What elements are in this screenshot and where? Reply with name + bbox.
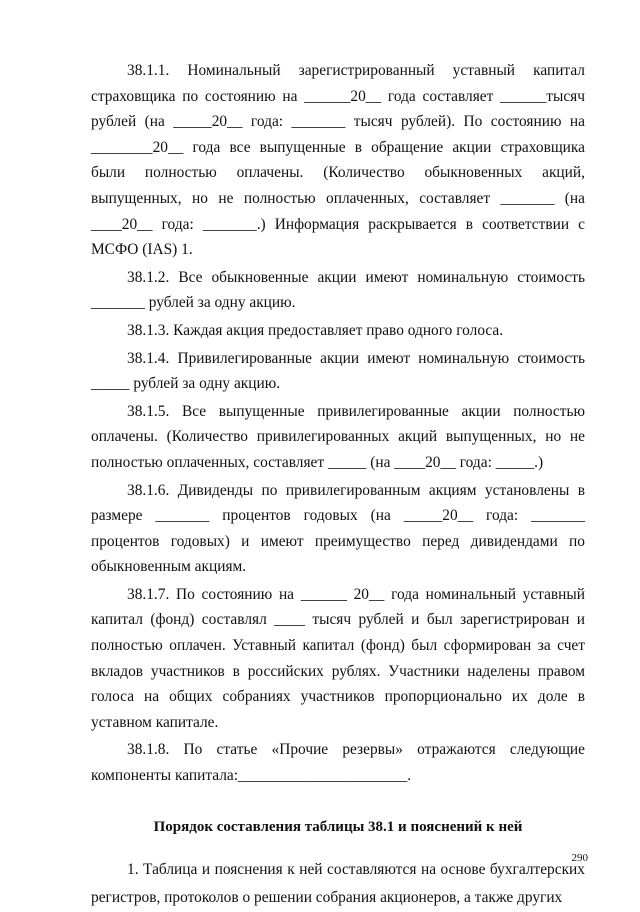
- paragraph-38-1-5: 38.1.5. Все выпущенные привилегированные акции полностью оплачены. (Количество привилегированных акций выпущенных, но не полностью оплаченных, составляет _____ (на ____20__ года: _____.): [91, 402, 585, 471]
- document-body: [91, 58, 585, 912]
- paragraph-38-1-1: 38.1.1. Номинальный зарегистрированный уставный капитал страховщика по состоянию на ______20__ года составляет ______тысяч рублей (на _____20__ года: _______ тысяч рублей). По состоянию на ________20__ года все выпущенные в обращение акции страховщика были полностью оплачены. (Количество обыкновенных акций, выпущенных, но не полностью оплаченных, составляет _______ (на ____20__ года: _______.) Информация раскрывается в соответствии с МСФО (IAS) 1.: [91, 62, 585, 259]
- paragraph-38-1-4: 38.1.4. Привилегированные акции имеют номинальную стоимость _____ рублей за одну акцию.: [91, 349, 585, 393]
- section-heading: Порядок составления таблицы 38.1 и пояснений к ней: [153, 818, 523, 835]
- page-number: 290: [571, 852, 588, 864]
- paragraph-procedure-1: 1. Таблица и пояснения к ней составляются на основе бухгалтерских регистров, протоколов о решении собрания акционеров, а также других: [91, 861, 585, 907]
- paragraph-38-1-8: 38.1.8. По статье «Прочие резервы» отражаются следующие компоненты капитала:______________________.: [91, 741, 585, 785]
- paragraph-38-1-3: 38.1.3. Каждая акция предоставляет право одного голоса.: [127, 321, 504, 339]
- paragraph-38-1-2: 38.1.2. Все обыкновенные акции имеют номинальную стоимость _______ рублей за одну акцию.: [91, 268, 585, 312]
- paragraph-38-1-6: 38.1.6. Дивиденды по привилегированным акциям установлены в размере _______ процентов годовых (на _____20__ года: _______ процентов годовых) и имеют преимущество перед дивидендами по обыкновенным акциям.: [91, 481, 585, 576]
- paragraph-38-1-7: 38.1.7. По состоянию на ______ 20__ года номинальный уставный капитал (фонд) составлял ____ тысяч рублей и был зарегистрирован и полностью оплачен. Уставный капитал (фонд) был сформирован за счет вкладов участников в российских рублях. Участники наделены правом голоса на общих собраниях участников пропорционально их доле в уставном капитале.: [91, 585, 585, 731]
